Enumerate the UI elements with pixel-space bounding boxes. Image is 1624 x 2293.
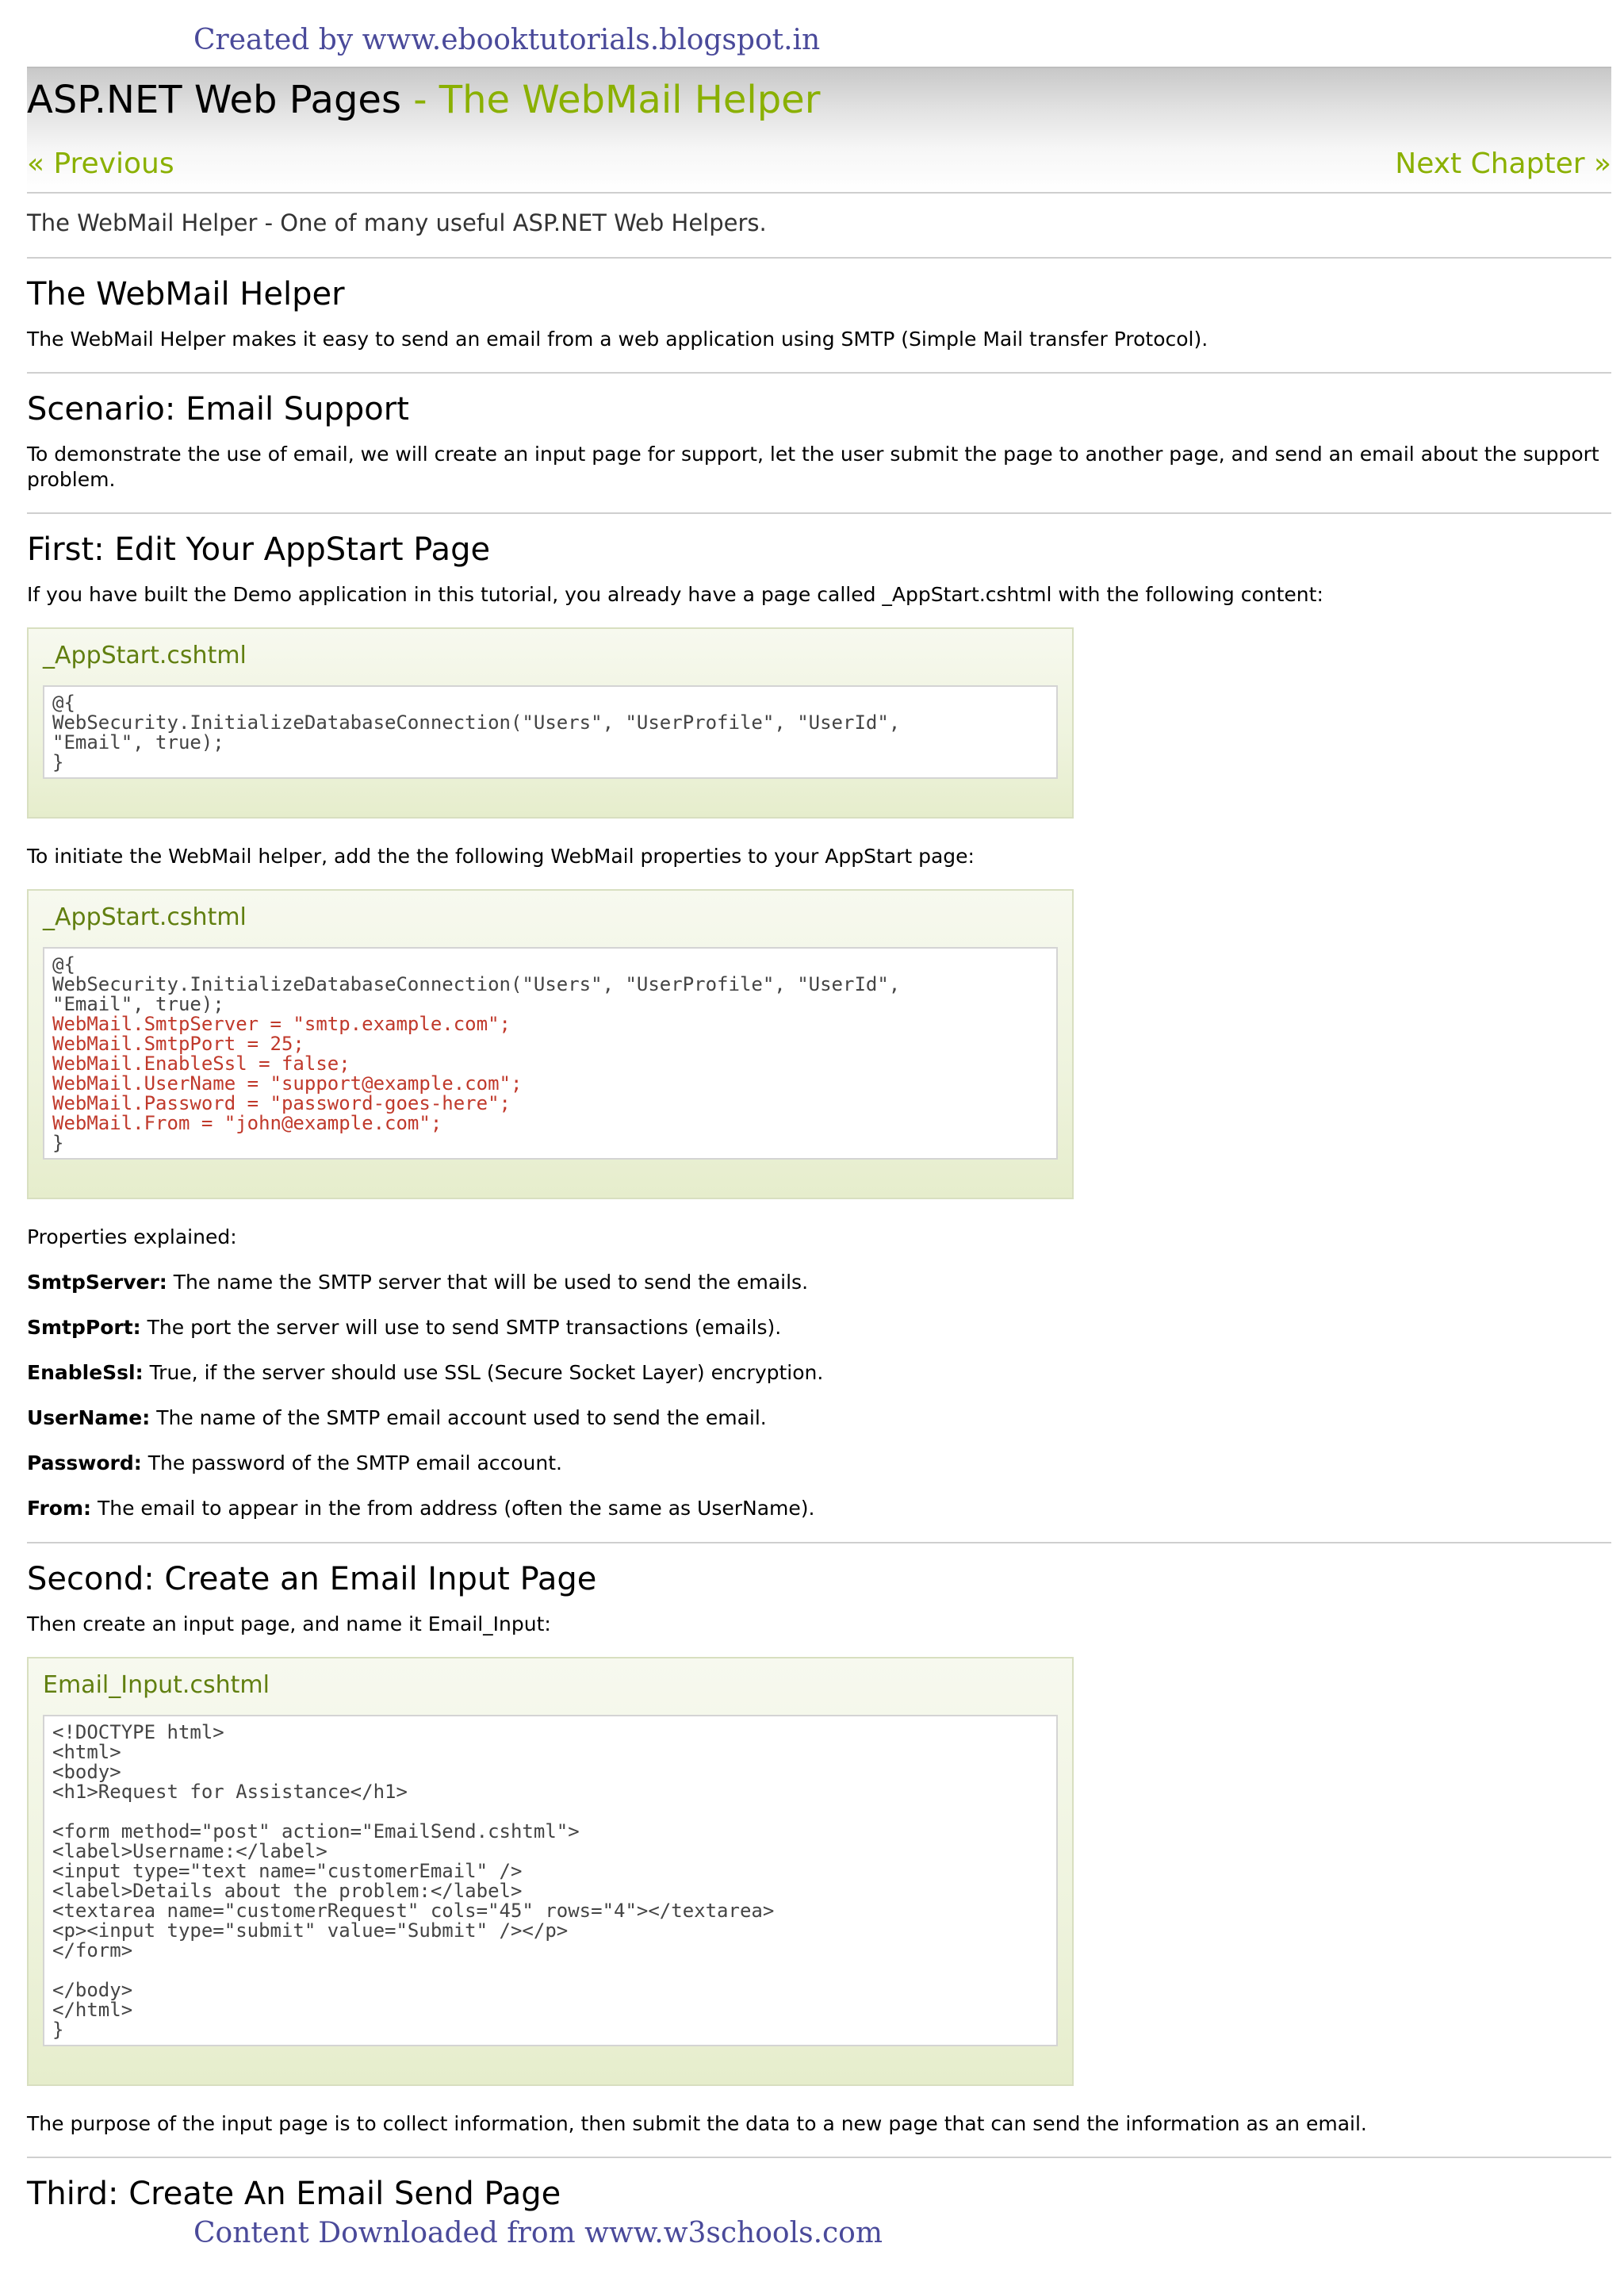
divider [27, 1542, 1611, 1543]
property-item [27, 1271, 1611, 1294]
property-item [27, 1497, 1611, 1520]
code-block [43, 947, 1058, 1160]
property-name: SmtpServer: [27, 1270, 167, 1294]
property-desc: The name of the SMTP email account used to send the email. [150, 1405, 767, 1429]
code-block: <!DOCTYPE html> <html> <body> <h1>Request for Assistance</h1> <form method="post" action="EmailSend.cshtml"> <label>Username:</label> <input type="text name="customerEmail" /> <label>Details about the problem:</label> <textarea name="customerRequest" cols="45" rows="4"></textarea> <p><input type="submit" value="Submit" /></p> </form> </body> </html> } [43, 1715, 1058, 2046]
example-box-appstart-2 [27, 889, 1074, 1199]
paragraph-first-2: To initiate the WebMail helper, add the the following WebMail properties to your AppStart page: [27, 845, 975, 868]
intro-text: The WebMail Helper - One of many useful ASP.NET Web Helpers. [27, 209, 767, 236]
paragraph-first: If you have built the Demo application in this tutorial, you already have a page called _AppStart.cshtml with the following content: [27, 582, 1323, 606]
divider [27, 372, 1611, 374]
paragraph-webmail-helper: The WebMail Helper makes it easy to send an email from a web application using SMTP (Simple Mail transfer Protocol). [27, 328, 1208, 351]
property-desc: The name the SMTP server that will be used to send the emails. [167, 1270, 809, 1294]
property-desc: The password of the SMTP email account. [141, 1451, 562, 1474]
heading-second: Second: Create an Email Input Page [27, 1560, 597, 1597]
page-title [27, 78, 820, 122]
heading-webmail-helper: The WebMail Helper [27, 276, 345, 313]
property-name: UserName: [27, 1405, 151, 1429]
property-name: Password: [27, 1451, 142, 1474]
example-box-email-input [27, 1657, 1074, 2086]
property-desc: The email to appear in the from address (often the same as UserName). [91, 1496, 815, 1520]
divider [27, 512, 1611, 514]
example-box-appstart-1 [27, 627, 1074, 819]
property-item [27, 1406, 1611, 1429]
divider [27, 2157, 1611, 2158]
page-header [27, 67, 1611, 194]
heading-first: First: Edit Your AppStart Page [27, 531, 491, 568]
paragraph-scenario: To demonstrate the use of email, we will create an input page for support, let the user submit the page to another page, and send an email about the support problem. [27, 443, 1599, 491]
paragraph-second: Then create an input page, and name it Email_Input: [27, 1612, 551, 1635]
watermark-top: Created by www.ebooktutorials.blogspot.in [193, 24, 821, 56]
code-tail: } [52, 1132, 64, 1155]
property-name: From: [27, 1496, 92, 1520]
page-title-sub: - The WebMail Helper [400, 78, 821, 122]
example-title: _AppStart.cshtml [43, 642, 247, 669]
property-desc: The port the server will use to send SMTP transactions (emails). [140, 1315, 782, 1339]
property-item [27, 1451, 1611, 1474]
property-name: SmtpPort: [27, 1315, 141, 1339]
divider [27, 257, 1611, 259]
code-head: @{ WebSecurity.InitializeDatabaseConnection("Users", "UserProfile", "UserId", "Email", true); [52, 953, 901, 1016]
heading-third: Third: Create An Email Send Page [27, 2176, 561, 2212]
properties-intro: Properties explained: [27, 1225, 237, 1249]
property-desc: True, if the server should use SSL (Secure Socket Layer) encryption. [143, 1360, 824, 1384]
next-chapter-link[interactable]: Next Chapter » [1395, 148, 1611, 180]
heading-scenario: Scenario: Email Support [27, 391, 409, 428]
page-content [27, 67, 1611, 2226]
example-title: _AppStart.cshtml [43, 903, 247, 932]
previous-link[interactable]: « Previous [27, 148, 174, 180]
property-item [27, 1361, 1611, 1384]
paragraph-second-2: The purpose of the input page is to collect information, then submit the data to a new page that can send the information as an email. [27, 2111, 1367, 2135]
example-title: Email_Input.cshtml [43, 1670, 270, 1699]
code-block: @{ WebSecurity.InitializeDatabaseConnection("Users", "UserProfile", "UserId", "Email", true); } [43, 685, 1058, 779]
property-name: EnableSsl: [27, 1360, 144, 1384]
page-title-main: ASP.NET Web Pages [27, 78, 401, 122]
code-highlighted: WebMail.SmtpServer = "smtp.example.com"; WebMail.SmtpPort = 25; WebMail.EnableSsl = false; WebMail.UserName = "support@example.com"; WebMail.Password = "password-goes-here"; WebMail.From = "john@example.com"; [52, 1013, 523, 1135]
property-item [27, 1316, 1611, 1339]
watermark-bottom: Content Downloaded from www.w3schools.com [193, 2217, 883, 2249]
